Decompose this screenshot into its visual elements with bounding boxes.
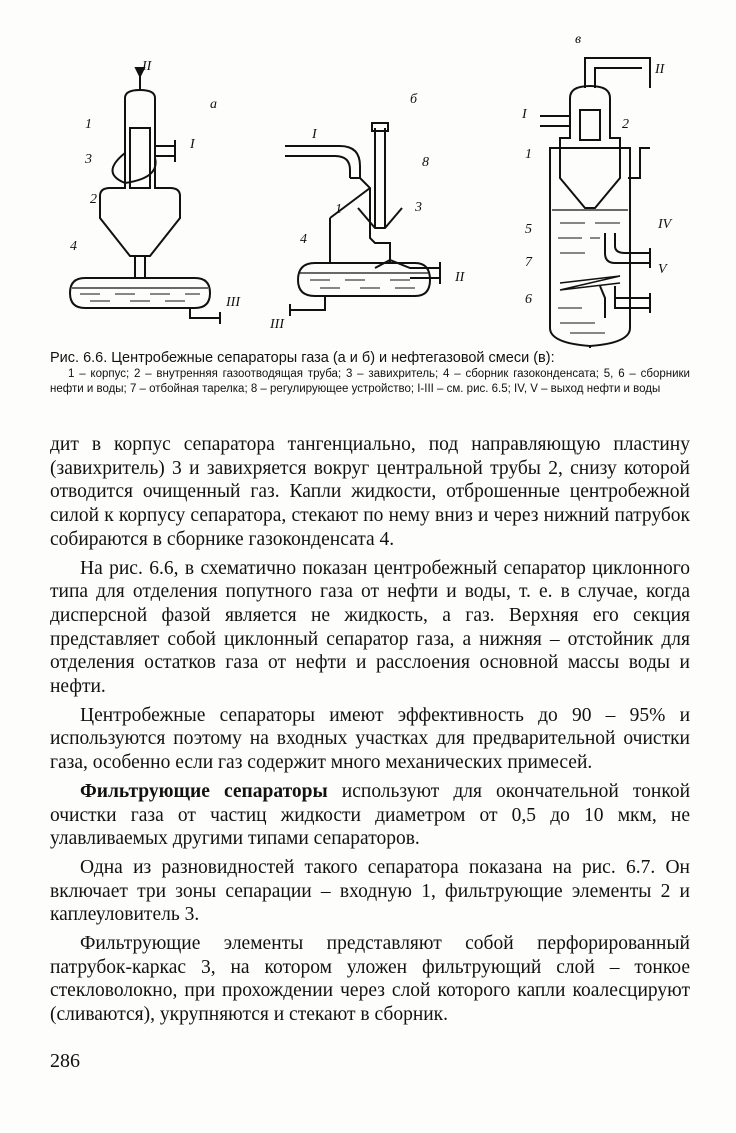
callout-b-3: 3 [415, 200, 422, 215]
caption-title: Рис. 6.6. Центробежные сепараторы газа (а и б) и нефтегазовой смеси (в): [50, 350, 555, 366]
separator-diagrams [30, 28, 710, 348]
figure-caption [50, 350, 690, 397]
callout-a-III: III [226, 295, 240, 310]
paragraph-1: дит в корпус сепаратора тангенциально, под направляющую пластину (завихритель) 3 и завихряется вокруг центральной трубы 2, снизу которой отводится очищенный газ. Капли жидкости, отброшенные центробежной силой к корпусу сепаратора, стекают по нему вниз и через нижний патрубок собираются в сборнике газоконденсата 4. [50, 434, 690, 550]
paragraph-5: Одна из разновидностей такого сепаратора показана на рис. 6.7. Он включает три зоны сепарации – входную 1, фильтрующие элементы 2 и каплеуловитель 3. [50, 856, 690, 926]
caption-legend: 1 – корпус; 2 – внутренняя газоотводящая труба; 3 – завихритель; 4 – сборник газоконденсата; 5, 6 – сборники нефти и воды; 7 – отбойная тарелка; 8 – регулирующее устройство; I-III – см. рис. 6.5; IV, V – выход нефти и воды [50, 368, 690, 395]
callout-a-2: 2 [90, 192, 97, 207]
body-text [50, 433, 690, 1027]
callout-c-IV: IV [658, 217, 672, 232]
separator-c-drawing [540, 58, 650, 348]
callout-b-1: 1 [335, 202, 342, 217]
paragraph-6: Фильтрующие элементы представляют собой перфорированный патрубок-каркас 3, на котором уложен фильтрующий слой – тонкое стекловолокно, при прохождении через слой которого капли коалесцируют (сливаются), укрупняются и стекают в сборник. [50, 933, 690, 1026]
callout-a-II: II [142, 59, 152, 74]
callout-c-2: 2 [622, 117, 629, 132]
paragraph-3: Центробежные сепараторы имеют эффективность до 90 – 95% и используются поэтому на входных участках для предварительной очистки газа, особенно если газ содержит много механических примесей. [50, 704, 690, 774]
callout-b-4: 4 [300, 232, 307, 247]
callout-c-II: II [655, 62, 665, 77]
callout-a-I: I [190, 137, 195, 152]
liquid-hatch-a [80, 294, 200, 301]
callout-c-I: I [522, 107, 527, 122]
callout-c-1: 1 [525, 147, 532, 162]
paragraph-4 [50, 780, 690, 851]
panel-label-c: в [575, 32, 582, 47]
callout-c-5: 5 [525, 222, 532, 237]
term-filter-separators: Фильтрующие сепараторы [80, 780, 328, 802]
callout-c-7: 7 [525, 255, 532, 270]
callout-b-8: 8 [422, 155, 429, 170]
paragraph-2: На рис. 6.6, в схематично показан центробежный сепаратор циклонного типа для отделения попутного газа от нефти и воды, т. е. в случае, когда дисперсной фазой является не жидкость, а газ. Верхняя его секция представляет собой циклонный сепаратор газа, а нижняя – отстойник для отделения остатков газа от нефти и расслоения основной массы воды и нефти. [50, 557, 690, 698]
separator-b-drawing [285, 123, 440, 316]
page-number: 286 [50, 1050, 80, 1072]
panel-label-a: а [210, 97, 217, 112]
figure-6-6 [30, 28, 710, 348]
callout-a-4: 4 [70, 239, 77, 254]
panel-label-b: б [410, 92, 418, 107]
callout-c-6: 6 [525, 292, 532, 307]
liquid-hatch-b [310, 280, 415, 288]
callout-a-1: 1 [85, 117, 92, 132]
callout-c-V: V [658, 262, 667, 277]
callout-a-3: 3 [85, 152, 92, 167]
callout-b-I: I [312, 127, 317, 142]
paragraph-4-rest: используют для окончательной тонкой очистки газа от частиц жидкости диаметром от 0,5 до 10 мкм, не улавливаемых другими типами сепараторов. [50, 780, 691, 850]
callout-b-III: III [270, 317, 284, 332]
callout-b-II: II [455, 270, 465, 285]
